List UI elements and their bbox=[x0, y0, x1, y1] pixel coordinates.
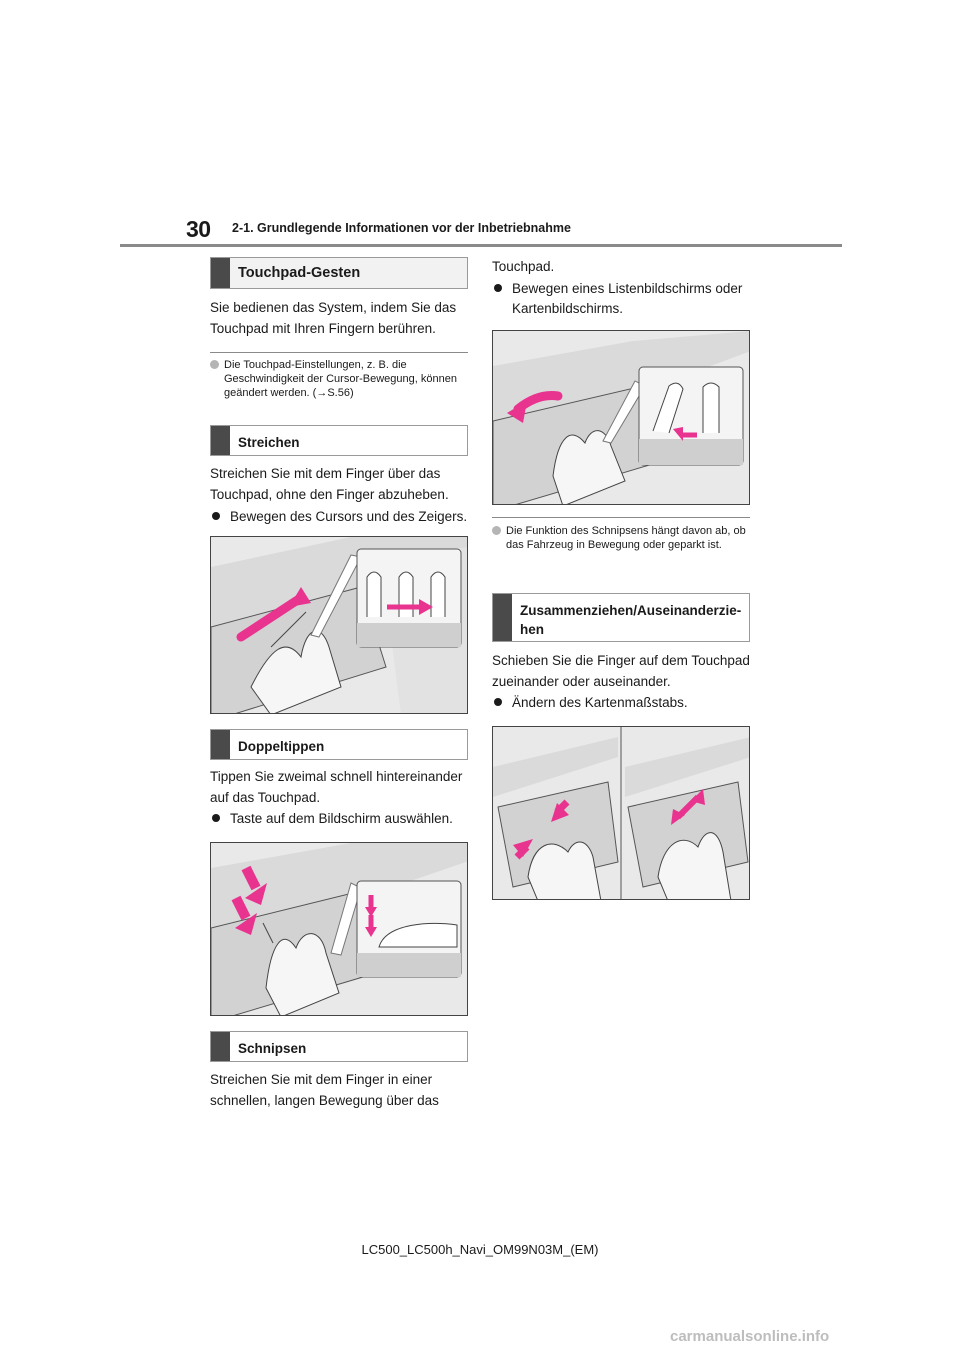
document-id: LC500_LC500h_Navi_OM99N03M_(EM) bbox=[361, 1242, 599, 1257]
section-title: Zusammenziehen/Auseinanderzie-hen bbox=[520, 603, 742, 637]
figure-doppeltippen bbox=[210, 842, 468, 1016]
schnipsen-continued-text: Touchpad. bbox=[492, 259, 555, 274]
schnipsen-text: Streichen Sie mit dem Finger in einer schnellen, langen Bewegung über das bbox=[210, 1072, 439, 1108]
bullet-icon bbox=[494, 284, 502, 292]
section-streichen bbox=[210, 425, 468, 456]
note-rule bbox=[210, 352, 468, 353]
schnipsen-bullet: Bewegen eines Listenbildschirms oder Kartenbildschirms. bbox=[492, 279, 770, 319]
pinch-bullet: Ändern des Kartenmaßstabs. bbox=[492, 693, 770, 713]
section-title: Touchpad-Gesten bbox=[238, 265, 361, 281]
note-settings: Die Touchpad-Einstellungen, z. B. die Geschwindigkeit der Cursor-Bewegung, können geändert werden. (→S.56) bbox=[210, 358, 469, 400]
section-title: Doppeltippen bbox=[238, 739, 325, 754]
section-doppeltippen bbox=[210, 729, 468, 760]
streichen-bullet: Bewegen des Cursors und des Zeigers. bbox=[210, 507, 490, 527]
figure-schnipsen bbox=[492, 330, 750, 505]
note-rule bbox=[492, 517, 750, 518]
figure-zusammenziehen bbox=[492, 726, 750, 900]
bullet-icon bbox=[212, 512, 220, 520]
chapter-title: 2-1. Grundlegende Informationen vor der Inbetriebnahme bbox=[232, 221, 571, 235]
watermark: carmanualsonline.info bbox=[670, 1328, 830, 1345]
section-schnipsen bbox=[210, 1031, 468, 1062]
streichen-text: Streichen Sie mit dem Finger über das Touchpad, ohne den Finger abzuheben. bbox=[210, 466, 449, 502]
doppeltippen-bullet: Taste auf dem Bildschirm auswählen. bbox=[210, 809, 490, 829]
bullet-icon bbox=[494, 698, 502, 706]
section-zusammenziehen bbox=[492, 593, 750, 642]
page-number: 30 bbox=[186, 216, 211, 242]
note-dot-icon bbox=[492, 526, 501, 535]
figure-streichen bbox=[210, 536, 468, 714]
note-schnipsen: Die Funktion des Schnipsens hängt davon ab, ob das Fahrzeug in Bewegung oder geparkt ist. bbox=[492, 524, 764, 552]
note-dot-icon bbox=[210, 360, 219, 369]
section-title: Schnipsen bbox=[238, 1041, 307, 1056]
doppeltippen-text: Tippen Sie zweimal schnell hintereinander auf das Touchpad. bbox=[210, 769, 463, 805]
bullet-icon bbox=[212, 814, 220, 822]
intro-text: Sie bedienen das System, indem Sie das Touchpad mit Ihren Fingern berühren. bbox=[210, 300, 457, 336]
header-rule bbox=[120, 244, 842, 247]
pinch-text: Schieben Sie die Finger auf dem Touchpad zueinander oder auseinander. bbox=[492, 653, 750, 689]
section-touchpad-gesten bbox=[210, 257, 468, 289]
section-title: Streichen bbox=[238, 435, 300, 450]
